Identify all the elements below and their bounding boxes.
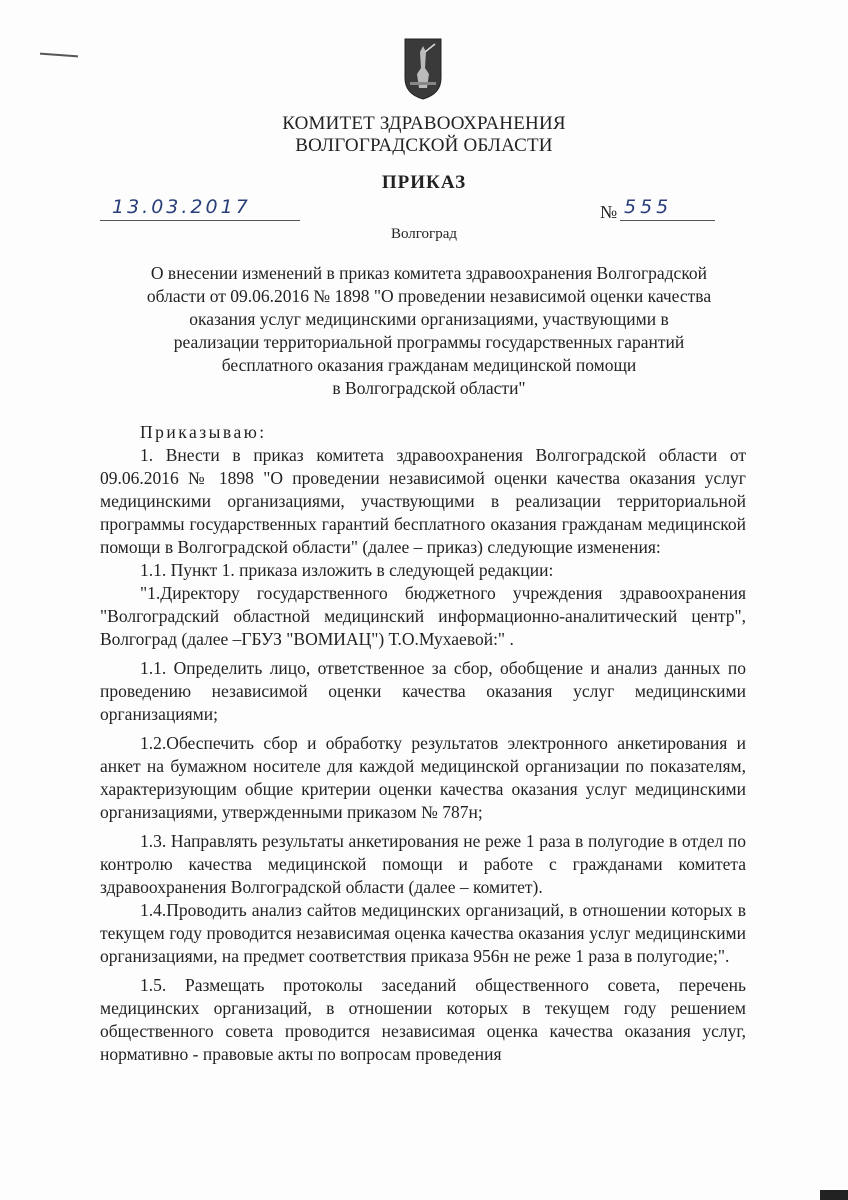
regional-emblem-icon [404, 38, 442, 100]
paragraph-item-1-4: 1.4.Проводить анализ сайтов медицинских организаций, в отношении которых в текущем году проводится независимая оценка качества оказания услуг медицинскими организациями, на предмет соответствия приказа 956н не реже 1 раза в полугодие;". [100, 900, 746, 966]
date-underline [100, 220, 300, 221]
paragraph-quote: "1.Директору государственного бюджетного учреждения здравоохранения "Волгоградский областной медицинский информационно-аналитический центр", Волгоград (далее –ГБУЗ "ВОМИАЦ") Т.О.Мухаевой:" . [100, 583, 746, 649]
paragraph-item-1-5: 1.5. Размещать протоколы заседаний общественного совета, перечень медицинских организаций, в отношении которых в текущем году решением общественного совета проводится независимая оценка качества оказания услуг, нормативно - правовые акты по вопросам проведения [100, 975, 746, 1064]
number-label: № [600, 202, 618, 222]
handwritten-number: 555 [624, 196, 673, 218]
order-intro: Приказываю: [140, 422, 267, 442]
subject-line: О внесении изменений в приказ комитета здравоохранения Волгоградской [150, 263, 708, 283]
city: Волгоград [390, 226, 457, 242]
scan-mark [40, 53, 78, 58]
subject-line: области от 09.06.2016 № 1898 "О проведении независимой оценки качества [146, 286, 712, 306]
scan-corner-mark [820, 1190, 848, 1200]
paragraph-1-1: 1.1. Пункт 1. приказа изложить в следующей редакции: [140, 560, 554, 580]
number-underline [620, 220, 715, 221]
subject-line: оказания услуг медицинскими организациями, участвующими в [189, 309, 669, 329]
paragraph-item-1-2: 1.2.Обеспечить сбор и обработку результатов электронного анкетирования и анкет на бумажном носителе для каждой медицинской организации по показателям, характеризующим общие критерии оценки качества оказания услуг медицинскими организациями, утвержденными приказом № 787н; [100, 733, 746, 822]
organization-name-line2: ВОЛГОГРАДСКОЙ ОБЛАСТИ [295, 135, 553, 156]
subject-line: бесплатного оказания гражданам медицинской помощи [221, 355, 637, 375]
handwritten-date: 13.03.2017 [112, 196, 251, 218]
organization-name-line1: КОМИТЕТ ЗДРАВООХРАНЕНИЯ [282, 113, 566, 134]
subject-line: реализации территориальной программы государственных гарантий [173, 332, 685, 352]
paragraph-1: 1. Внести в приказ комитета здравоохранения Волгоградской области от 09.06.2016 № 1898 "О проведении независимой оценки качества оказания услуг медицинскими организациями, участвующими в реализации территориальной программы государственных гарантий бесплатного оказания гражданам медицинской помощи в Волгоградской области" (далее – приказ) следующие изменения: [100, 445, 746, 557]
document-type: ПРИКАЗ [381, 172, 467, 193]
subject-line: в Волгоградской области" [332, 378, 526, 398]
organization-name [0, 113, 848, 157]
document-body [100, 421, 746, 1066]
paragraph-item-1-3: 1.3. Направлять результаты анкетирования не реже 1 раза в полугодие в отдел по контролю качества медицинской помощи и работе с гражданами комитета здравоохранения Волгоградской области (далее – комитет). [100, 831, 746, 897]
document-subject [90, 262, 768, 400]
paragraph-item-1-1: 1.1. Определить лицо, ответственное за сбор, обобщение и анализ данных по проведению независимой оценки качества оказания услуг медицинскими организациями; [100, 658, 746, 724]
